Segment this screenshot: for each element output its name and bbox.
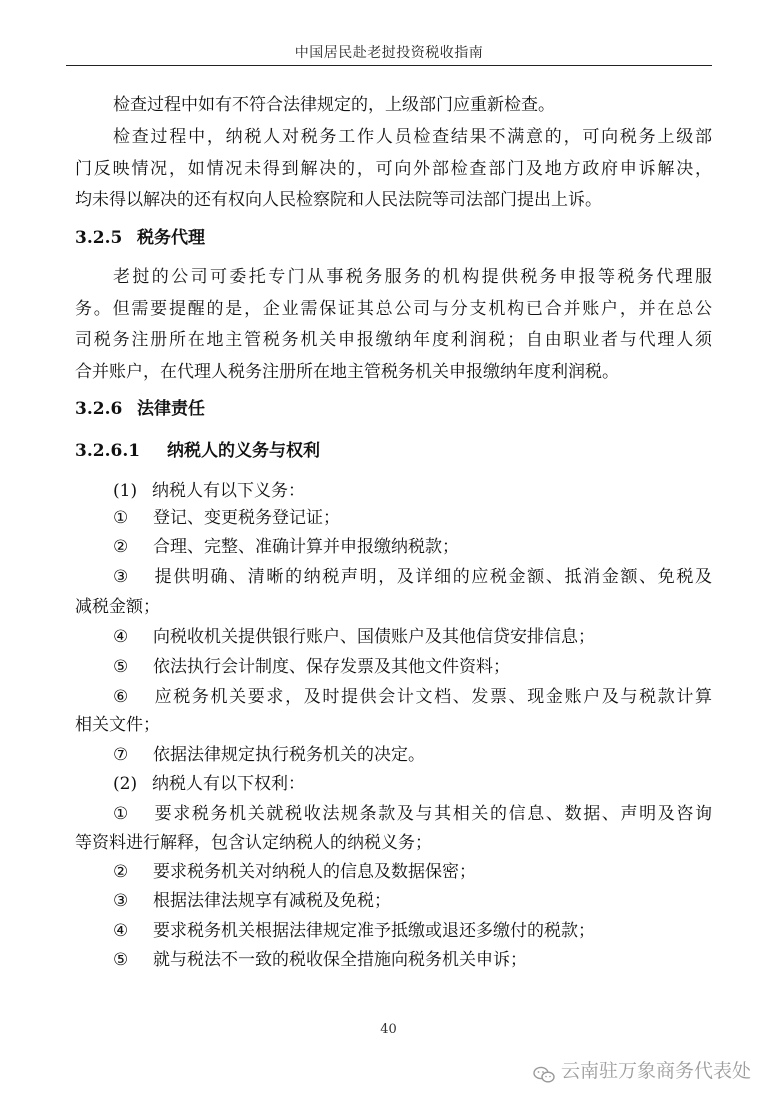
list-item-continuation: 减税金额； [75,597,160,617]
paragraph-line: 检查过程中如有不符合法律规定的，上级部门应重新检查。 [113,95,555,115]
list-marker: ④ [113,627,129,647]
list-item-text: 登记、变更税务登记证； [153,508,340,528]
list-marker: (2) [113,774,138,794]
list-item [113,620,595,654]
list-item-text: 合理、完整、准确计算并申报缴纳税款； [153,537,459,557]
section-heading-3-2-6 [75,392,205,426]
list-marker: ② [113,862,129,882]
wechat-icon [533,1063,555,1081]
paragraph-line: 务。但需要提醒的是，企业需保证其总公司与分支机构已合并账户，并在总公 [75,299,712,319]
paragraph-line: 司税务注册所在地主管税务机关申报缴纳年度利润税；自由职业者与代理人须 [75,330,712,350]
list-marker: ③ [113,567,129,587]
list-intro [113,767,305,801]
section-heading-3-2-6-1 [75,434,320,468]
watermark [533,1056,751,1086]
list-marker: ⑥ [113,687,129,707]
list-item [113,680,712,714]
list-item-text: 就与税法不一致的税收保全措施向税务机关申诉； [153,950,527,970]
heading-number: 3.2.5 [75,228,123,248]
list-item-continuation: 相关文件； [75,715,160,735]
list-item-text: 依据法律规定执行税务机关的决定。 [153,745,425,765]
list-marker: ① [113,508,129,528]
paragraph-line: 门反映情况，如情况未得到解决的，可向外部检查部门及地方政府申诉解决， [75,159,712,179]
paragraph-line: 老挝的公司可委托专门从事税务服务的机构提供税务申报等税务代理服 [113,267,712,287]
heading-title: 税务代理 [137,228,205,248]
list-item [113,530,459,564]
list-item [113,884,391,918]
section-heading-3-2-5 [75,221,205,255]
list-item-text: 应税务机关要求，及时提供会计文档、发票、现金账户及与税款计算 [153,687,712,707]
list-item-text: 要求税务机关根据法律规定准予抵缴或退还多缴付的税款； [153,921,595,941]
list-item-text: 向税收机关提供银行账户、国债账户及其他信贷安排信息； [153,627,595,647]
list-item [113,560,712,594]
list-marker: ① [113,804,129,824]
list-item-text: 要求税务机关对纳税人的信息及数据保密； [153,862,476,882]
list-marker: ③ [113,891,129,911]
page-number: 40 [380,1022,397,1037]
page-header: 中国居民赴老挝投资税收指南 [294,45,484,61]
list-item-text: 依法执行会计制度、保存发票及其他文件资料； [153,657,510,677]
list-marker: ⑦ [113,745,129,765]
list-marker: ② [113,537,129,557]
list-item-text: 要求税务机关就税收法规条款及与其相关的信息、数据、声明及咨询 [153,804,712,824]
list-item [113,943,527,977]
list-item-continuation: 等资料进行解释，包含认定纳税人的纳税义务； [75,833,432,853]
list-item [113,650,510,684]
list-item-text: 提供明确、清晰的纳税声明，及详细的应税金额、抵消金额、免税及 [153,567,712,587]
list-marker: (1) [113,481,138,501]
header-rule [66,65,712,66]
list-marker: ⑤ [113,657,129,677]
heading-title: 法律责任 [137,399,205,419]
paragraph-line: 均未得以解决的还有权向人民检察院和人民法院等司法部门提出上诉。 [75,190,602,210]
watermark-text: 云南驻万象商务代表处 [561,1060,752,1082]
list-intro-text: 纳税人有以下权利： [152,774,305,794]
list-intro-text: 纳税人有以下义务： [152,481,305,501]
heading-number: 3.2.6.1 [75,441,141,461]
heading-number: 3.2.6 [75,399,123,419]
list-marker: ⑤ [113,950,129,970]
list-marker: ④ [113,921,129,941]
paragraph-line: 检查过程中，纳税人对税务工作人员检查结果不满意的，可向税务上级部 [113,127,712,147]
heading-title: 纳税人的义务与权利 [167,441,320,461]
list-item-text: 根据法律法规享有减税及免税； [153,891,391,911]
paragraph-line: 合并账户，在代理人税务注册所在地主管税务机关申报缴纳年度利润税。 [75,362,619,382]
